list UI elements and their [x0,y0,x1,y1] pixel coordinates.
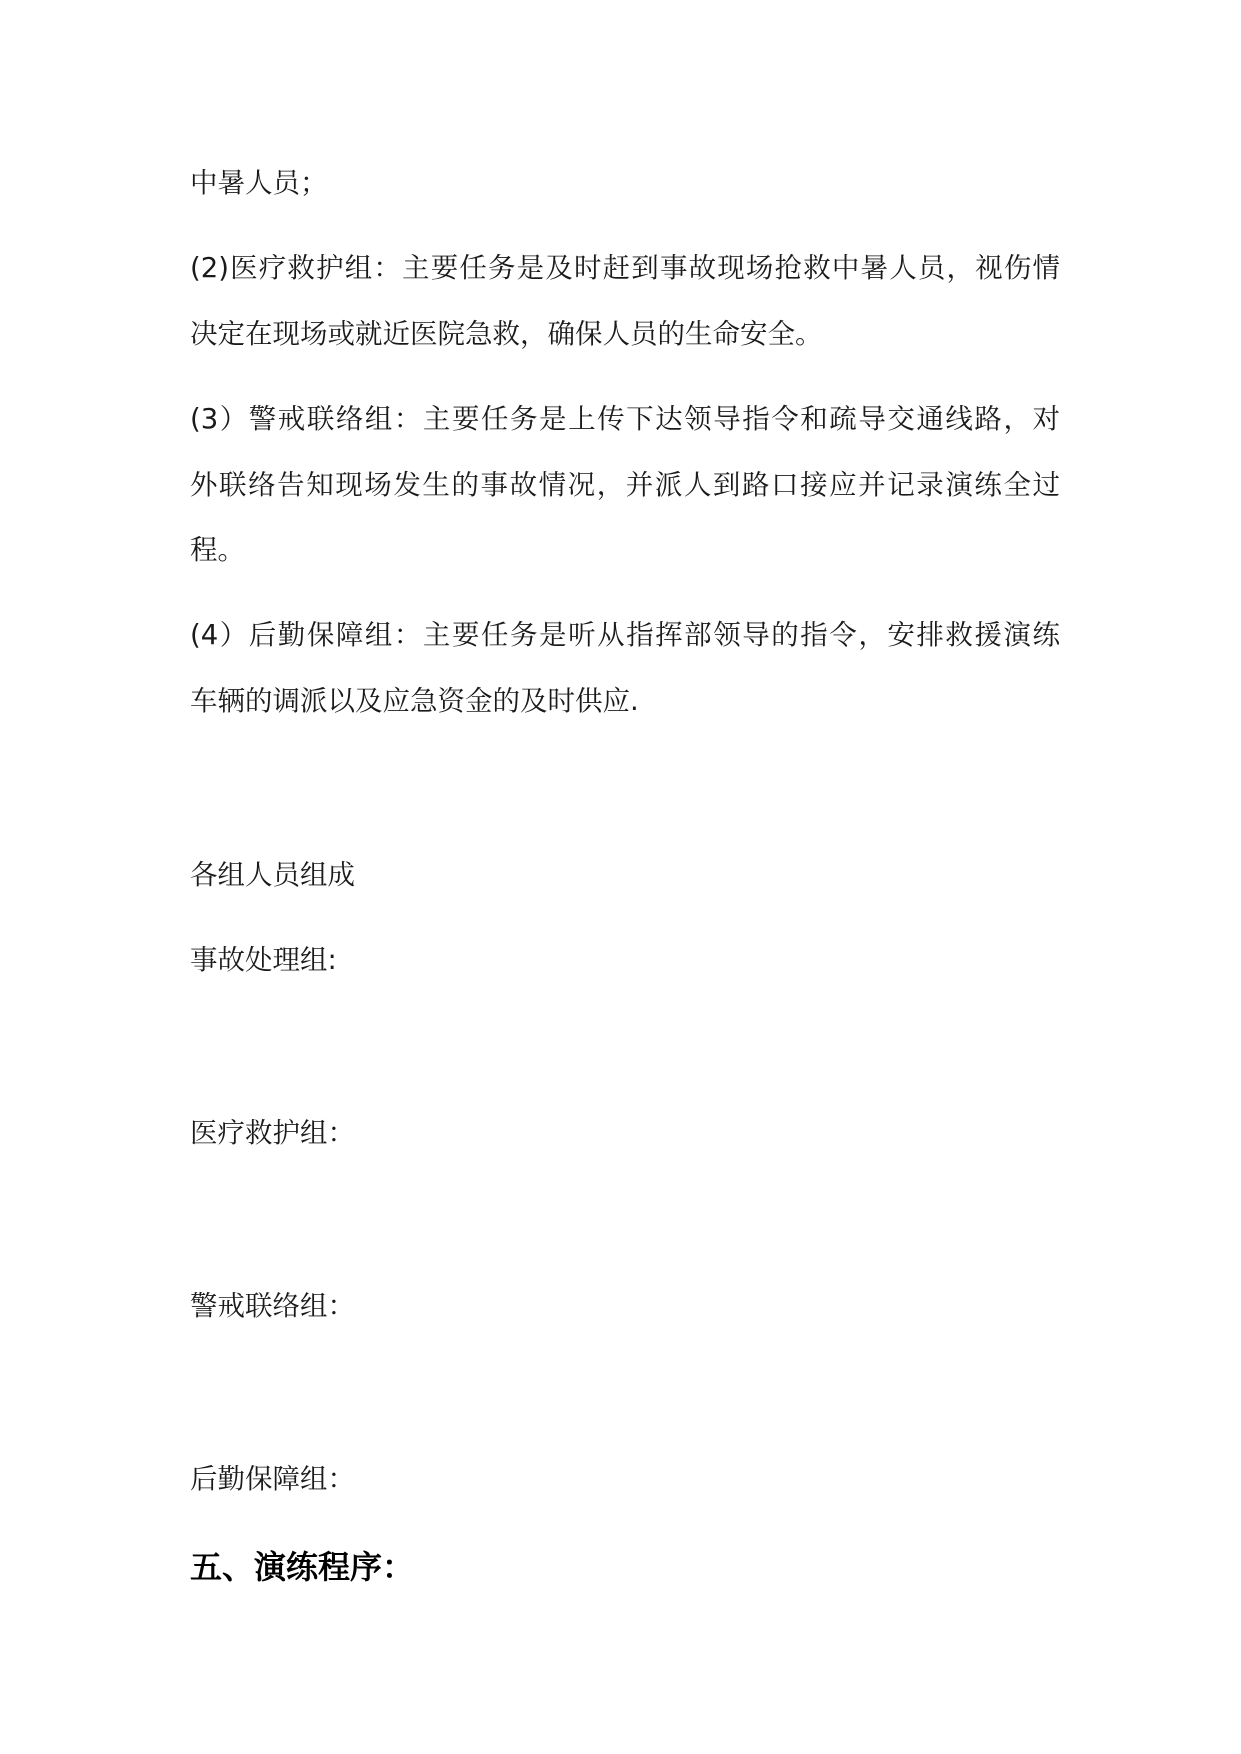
member-group-liaison: 警戒联络组： [190,1290,355,1322]
section-heading: 五、演练程序： [190,1548,415,1586]
member-group-medical: 医疗救护组： [190,1117,355,1149]
liaison-group-line-2: 外联络告知现场发生的事故情况，并派人到路口接应并记录演练全过 [190,469,1060,501]
member-group-logistics: 后勤保障组： [190,1463,355,1495]
logistics-group-line-2: 车辆的调派以及应急资金的及时供应. [190,685,639,717]
members-title: 各组人员组成 [190,859,355,891]
medical-group-line-1: (2)医疗救护组：主要任务是及时赶到事故现场抢救中暑人员，视伤情 [190,252,1060,284]
medical-group-line-2: 决定在现场或就近医院急救，确保人员的生命安全。 [190,318,823,350]
continuation-line: 中暑人员； [190,167,328,199]
logistics-group-line-1: (4）后勤保障组：主要任务是听从指挥部领导的指令，安排救援演练 [190,619,1060,651]
liaison-group-line-1: (3）警戒联络组：主要任务是上传下达领导指令和疏导交通线路，对 [190,403,1060,435]
liaison-group-line-3: 程。 [190,534,245,566]
member-group-accident: 事故处理组: [190,944,337,976]
